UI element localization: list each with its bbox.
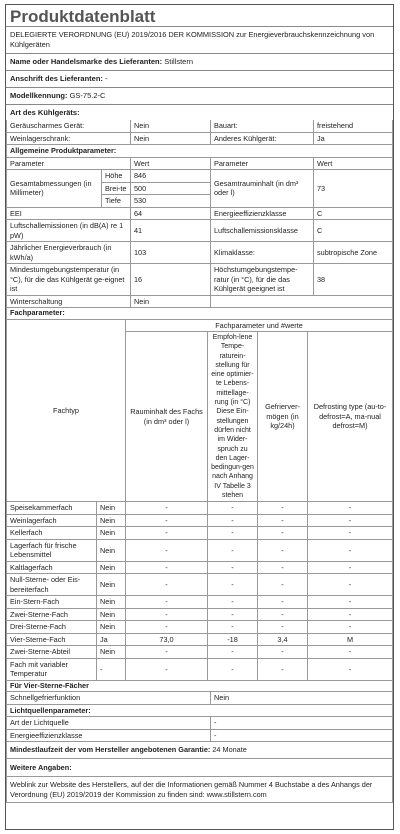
address-row <box>6 71 393 88</box>
compartment-row <box>7 527 393 540</box>
compartment-volume: - <box>126 561 208 574</box>
compartment-temperature: - <box>208 621 258 634</box>
appliance-type-row <box>7 132 393 145</box>
warranty-value: 24 Monate <box>212 745 247 755</box>
model-value: GS-75.2-C <box>69 91 106 100</box>
model-row <box>6 88 393 105</box>
compartment-present: Nein <box>97 527 126 540</box>
compartment-freezing: - <box>258 608 308 621</box>
compartment-volume: - <box>126 608 208 621</box>
compartment-present: Nein <box>97 514 126 527</box>
compartment-row <box>7 658 393 680</box>
compartment-present: Nein <box>97 621 126 634</box>
compartment-volume: - <box>126 658 208 680</box>
compartment-freezing: - <box>258 574 308 596</box>
compartment-defrost: - <box>308 574 393 596</box>
dims-label: Gesamtabmessungen (in Millimeter) <box>7 170 102 208</box>
compartment-row <box>7 514 393 527</box>
type-label-2: Bauart: <box>211 120 314 132</box>
compartment-name: Weinlagerfach <box>7 514 97 527</box>
volume-col-header: Rauminhalt des Fachs (in dm³ oder l) <box>126 332 208 502</box>
dim-depth-label: Tiefe <box>102 195 131 208</box>
footer-table <box>6 680 393 804</box>
compartment-temperature: - <box>208 658 258 680</box>
dim-height-label: Höhe <box>102 170 131 183</box>
compartment-temperature: -18 <box>208 633 258 646</box>
volume-label: Gesamtrauminhalt (in dm³ oder l) <box>211 170 314 208</box>
supplier-value: Stillstern <box>164 57 193 66</box>
compartment-present: Nein <box>97 502 126 515</box>
compartment-volume: - <box>126 646 208 659</box>
param-value-2: C <box>314 220 393 242</box>
type-value-2: freistehend <box>314 120 393 132</box>
regulation-intro: DELEGIERTE VERORDNUNG (EU) 2019/2016 DER KOMMISSION zur Energieverbrauchskennzeichnung von Kühlgeräten <box>6 27 393 54</box>
compartment-defrost: - <box>308 608 393 621</box>
compartment-name: Drei-Sterne-Fach <box>7 621 97 634</box>
winter-label: Winterschaltung <box>7 295 131 308</box>
compartment-row <box>7 596 393 609</box>
compartment-row <box>7 539 393 561</box>
general-heading: Allgemeine Produktparameter: <box>7 145 393 158</box>
compartment-volume: - <box>126 621 208 634</box>
compartment-present: - <box>97 658 126 680</box>
compartment-temperature: - <box>208 574 258 596</box>
compartment-group-header: Fachparameter und #werte <box>126 319 393 332</box>
light-class-value: - <box>211 729 393 742</box>
dim-height-value: 846 <box>131 170 211 183</box>
param-label: EEI <box>7 207 131 220</box>
type-value: Nein <box>131 120 211 132</box>
compartment-name: Ein-Stern-Fach <box>7 596 97 609</box>
appliance-type-heading: Art des Kühlgeräts: <box>10 108 80 117</box>
compartment-row <box>7 574 393 596</box>
general-param-row <box>7 242 393 264</box>
compartment-defrost: - <box>308 539 393 561</box>
compartment-volume: - <box>126 527 208 540</box>
appliance-type-row <box>7 120 393 132</box>
compartment-defrost: - <box>308 527 393 540</box>
address-value: - <box>105 74 108 83</box>
warranty-row <box>7 742 393 759</box>
param-header-2: Parameter <box>211 157 314 170</box>
param-label-2: Energieeffizienzklasse <box>211 207 314 220</box>
param-value-2: C <box>314 207 393 220</box>
compartment-defrost: - <box>308 621 393 634</box>
more-info-text: Weblink zur Website des Herstellers, auf der die Informationen gemäß Nummer 4 Buchstabe a des Anhangs der Verordnung (EU) 2019/2019 der Kommission zu finden sind: www.stillstern.com <box>7 777 393 803</box>
compartment-row <box>7 561 393 574</box>
compartment-name: Lagerfach für frische Lebensmittel <box>7 539 97 561</box>
compartment-type-header: Fachtyp <box>7 319 126 502</box>
compartment-freezing: - <box>258 514 308 527</box>
light-type-label: Art der Lichtquelle <box>7 717 211 730</box>
compartment-name: Kaltlagerfach <box>7 561 97 574</box>
general-table <box>6 120 393 308</box>
compartment-freezing: - <box>258 561 308 574</box>
compartment-volume: - <box>126 514 208 527</box>
compartment-freezing: - <box>258 527 308 540</box>
compartment-name: Null-Sterne- oder Eis-bereiterfach <box>7 574 97 596</box>
compartment-present: Nein <box>97 539 126 561</box>
param-label-2: Luftschallemissionsklasse <box>211 220 314 242</box>
compartment-table <box>6 307 393 681</box>
compartment-temperature: - <box>208 539 258 561</box>
address-label: Anschrift des Lieferanten: <box>10 74 103 83</box>
type-label: Weinlagerschrank: <box>7 132 131 145</box>
type-value: Nein <box>131 132 211 145</box>
param-value: 103 <box>131 242 211 264</box>
compartment-defrost: - <box>308 514 393 527</box>
winter-value: Nein <box>131 295 211 308</box>
compartment-freezing: - <box>258 539 308 561</box>
compartment-row <box>7 633 393 646</box>
compartment-present: Nein <box>97 561 126 574</box>
param-label: Mindestumgebungstemperatur (in °C), für die das Kühlgerät ge-eignet ist <box>7 264 131 296</box>
light-heading: Lichtquellenparameter: <box>7 704 393 717</box>
compartment-volume: - <box>126 502 208 515</box>
compartment-freezing: - <box>258 596 308 609</box>
quick-freeze-value: Nein <box>211 692 393 705</box>
four-star-heading: Für Vier-Sterne-Fächer <box>7 680 393 692</box>
compartment-row <box>7 608 393 621</box>
compartment-defrost: M <box>308 633 393 646</box>
value-header-2: Wert <box>314 157 393 170</box>
warranty-label: Mindestlaufzeit der vom Hersteller angebotenen Garantie: <box>10 745 211 755</box>
param-value: 16 <box>131 264 211 296</box>
compartment-name: Zwei-Sterne-Fach <box>7 608 97 621</box>
param-label-2: Klimaklasse: <box>211 242 314 264</box>
compartment-row <box>7 646 393 659</box>
light-type-value: - <box>211 717 393 730</box>
param-value-2: 38 <box>314 264 393 296</box>
compartment-temperature: - <box>208 608 258 621</box>
temperature-col-header: Empfoh-lene Tempe-raturein-stellung für eine optimier-te Lebens-mittellage-rung (in °C) Diese Ein-stellungen dürfen nicht im Wider-spruch zu den Lager-bedingun-gen nach Anhang IV Tabelle 3 stehen <box>208 332 258 502</box>
general-param-row <box>7 264 393 296</box>
compartment-freezing: - <box>258 621 308 634</box>
param-label: Luftschallemissionen (in dB(A) re 1 pW) <box>7 220 131 242</box>
param-value: 64 <box>131 207 211 220</box>
type-label-2: Anderes Kühlgerät: <box>211 132 314 145</box>
volume-value: 73 <box>314 170 393 208</box>
param-label-2: Höchstumgebungstempe-ratur (in °C), für die das Kühlgerät geeignet ist <box>211 264 314 296</box>
compartment-heading: Fachparameter: <box>7 307 393 319</box>
compartment-temperature: - <box>208 514 258 527</box>
compartment-name: Vier-Sterne-Fach <box>7 633 97 646</box>
compartment-row <box>7 502 393 515</box>
general-param-row <box>7 220 393 242</box>
compartment-name: Speisekammerfach <box>7 502 97 515</box>
compartment-name: Fach mit variabler Temperatur <box>7 658 97 680</box>
compartment-freezing: - <box>258 502 308 515</box>
compartment-temperature: - <box>208 646 258 659</box>
compartment-present: Nein <box>97 596 126 609</box>
param-value-2: subtropische Zone <box>314 242 393 264</box>
compartment-volume: 73,0 <box>126 633 208 646</box>
compartment-present: Ja <box>97 633 126 646</box>
param-value: 41 <box>131 220 211 242</box>
compartment-freezing: - <box>258 658 308 680</box>
compartment-volume: - <box>126 596 208 609</box>
param-header: Parameter <box>7 157 131 170</box>
param-label: Jährlicher Energieverbrauch (in kWh/a) <box>7 242 131 264</box>
compartment-defrost: - <box>308 502 393 515</box>
compartment-defrost: - <box>308 646 393 659</box>
dim-width-value: 500 <box>131 182 211 195</box>
dim-depth-value: 530 <box>131 195 211 208</box>
compartment-name: Kellerfach <box>7 527 97 540</box>
compartment-defrost: - <box>308 658 393 680</box>
value-header: Wert <box>131 157 211 170</box>
compartment-defrost: - <box>308 561 393 574</box>
sheet-title: Produktdatenblatt <box>6 5 393 27</box>
compartment-name: Zwei-Sterne-Abteil <box>7 646 97 659</box>
supplier-row <box>6 54 393 71</box>
freezing-col-header: Gefrierver-mögen (in kg/24h) <box>258 332 308 502</box>
compartment-defrost: - <box>308 596 393 609</box>
more-info-heading: Weitere Angaben: <box>7 758 393 777</box>
compartment-volume: - <box>126 539 208 561</box>
dim-width-label: Brei-te <box>102 182 131 195</box>
quick-freeze-label: Schnellgefrierfunktion <box>7 692 211 705</box>
compartment-present: Nein <box>97 608 126 621</box>
type-value-2: Ja <box>314 132 393 145</box>
product-data-sheet <box>5 4 394 830</box>
compartment-present: Nein <box>97 574 126 596</box>
compartment-temperature: - <box>208 527 258 540</box>
general-param-row <box>7 207 393 220</box>
compartment-freezing: 3,4 <box>258 633 308 646</box>
supplier-label: Name oder Handelsmarke des Lieferanten: <box>10 57 163 66</box>
compartment-volume: - <box>126 574 208 596</box>
compartment-temperature: - <box>208 596 258 609</box>
compartment-row <box>7 621 393 634</box>
compartment-freezing: - <box>258 646 308 659</box>
compartment-present: Nein <box>97 646 126 659</box>
light-class-label: Energieeffizienzklasse <box>7 729 211 742</box>
model-label: Modellkennung: <box>10 91 68 100</box>
type-label: Geräuscharmes Gerät: <box>7 120 131 132</box>
compartment-temperature: - <box>208 502 258 515</box>
compartment-temperature: - <box>208 561 258 574</box>
defrost-col-header: Defrosting type (au-to-defrost=A, ma-nual defrost=M) <box>308 332 393 502</box>
